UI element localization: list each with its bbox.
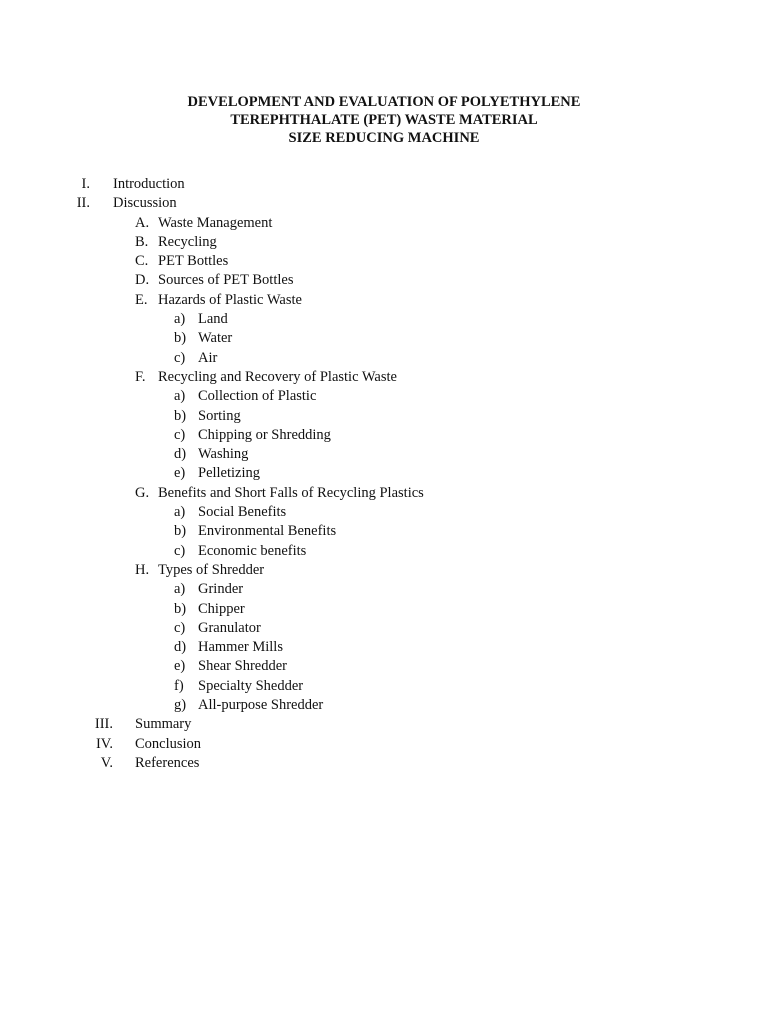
outline-item-number: H. [135, 561, 150, 578]
outline-item [0, 252, 768, 271]
outline-item [0, 503, 768, 522]
outline-item-number: d) [174, 639, 187, 656]
outline-item [0, 484, 768, 503]
outline-item-label: Conclusion [135, 735, 202, 752]
title-line-1: DEVELOPMENT AND EVALUATION OF POLYETHYLENE [187, 94, 581, 110]
outline-item-label: Sources of PET Bottles [158, 272, 294, 289]
outline-item-label: Recycling [158, 233, 217, 250]
outline-item-label: Summary [135, 716, 192, 733]
outline-item [0, 194, 768, 213]
outline-item-number: A. [135, 214, 150, 231]
outline-item [0, 214, 768, 233]
outline-item [0, 522, 768, 541]
outline-item [0, 445, 768, 464]
outline-item [0, 387, 768, 406]
outline-item-label: Recycling and Recovery of Plastic Waste [158, 368, 397, 385]
outline-item-label: Waste Management [158, 214, 273, 231]
outline-item-label: Grinder [198, 581, 244, 598]
outline-item-number: B. [135, 233, 149, 250]
outline-item-number: V. [100, 754, 113, 771]
outline-item-label: Air [198, 349, 218, 366]
outline-item-number: d) [174, 446, 187, 463]
outline-item-number: D. [135, 272, 150, 289]
outline-item [0, 310, 768, 329]
outline-item-number: e) [174, 465, 186, 482]
outline-item [0, 677, 768, 696]
outline-item-number: G. [135, 484, 150, 501]
outline-item-label: Land [198, 311, 228, 328]
outline-item-number: E. [135, 291, 148, 308]
outline-item-label: Discussion [113, 195, 177, 212]
outline-item-label: Types of Shredder [158, 561, 265, 578]
outline-item [0, 349, 768, 368]
outline-item-label: Specialty Shedder [198, 677, 304, 694]
outline-item-number: e) [174, 658, 186, 675]
outline-item-number: b) [174, 600, 187, 617]
outline-item [0, 464, 768, 483]
document-title [0, 93, 768, 147]
outline-item [0, 407, 768, 426]
outline-item [0, 754, 768, 773]
outline-item-label: Environmental Benefits [198, 523, 337, 540]
outline-item-number: g) [174, 697, 187, 714]
outline-item-number: a) [174, 388, 186, 405]
outline-item-label: Hammer Mills [198, 639, 283, 656]
outline-item-label: Pelletizing [198, 465, 261, 482]
outline-item-label: PET Bottles [158, 253, 229, 270]
outline-item [0, 233, 768, 252]
outline-item-label: Granulator [198, 619, 261, 636]
table-of-contents [0, 175, 768, 773]
outline-item-number: C. [135, 253, 149, 270]
outline-item-label: Hazards of Plastic Waste [158, 291, 302, 308]
outline-item-label: Washing [198, 446, 249, 463]
outline-item [0, 291, 768, 310]
outline-item [0, 696, 768, 715]
outline-item [0, 329, 768, 348]
outline-item-number: b) [174, 523, 187, 540]
outline-item [0, 600, 768, 619]
outline-item-label: Social Benefits [198, 504, 287, 521]
outline-item-number: c) [174, 542, 186, 559]
outline-item-label: Economic benefits [198, 542, 307, 559]
outline-item [0, 271, 768, 290]
outline-item-label: All-purpose Shredder [198, 697, 324, 714]
outline-item-number: f) [174, 677, 184, 694]
title-line-3: SIZE REDUCING MACHINE [288, 130, 480, 146]
outline-item-label: Benefits and Short Falls of Recycling Plastics [158, 484, 424, 501]
outline-item-number: a) [174, 581, 186, 598]
outline-item [0, 619, 768, 638]
outline-item-number: a) [174, 504, 186, 521]
outline-item-number: II. [76, 195, 90, 212]
outline-item-number: a) [174, 311, 186, 328]
outline-item [0, 657, 768, 676]
outline-item-label: References [135, 754, 200, 771]
outline-item-label: Collection of Plastic [198, 388, 317, 405]
outline-item-label: Sorting [198, 407, 241, 424]
outline-item-label: Introduction [113, 176, 185, 192]
outline-item-label: Shear Shredder [198, 658, 287, 675]
outline-item-number: IV. [95, 735, 113, 752]
outline-item-number: III. [94, 716, 113, 733]
outline-item [0, 580, 768, 599]
outline-item-number: b) [174, 330, 187, 347]
outline-item-label: Water [198, 330, 233, 347]
outline-item-label: Chipping or Shredding [198, 426, 331, 443]
title-line-2: TEREPHTHALATE (PET) WASTE MATERIAL [230, 112, 538, 128]
outline-item-number: I. [81, 176, 90, 192]
outline-item [0, 426, 768, 445]
outline-item-number: F. [135, 368, 146, 385]
outline-item [0, 638, 768, 657]
outline-item-label: Chipper [198, 600, 245, 617]
outline-item-number: c) [174, 619, 186, 636]
outline-item-number: c) [174, 349, 186, 366]
outline-item [0, 175, 768, 194]
outline-item [0, 561, 768, 580]
outline-item [0, 368, 768, 387]
outline-item-number: b) [174, 407, 187, 424]
outline-item [0, 542, 768, 561]
outline-item-number: c) [174, 426, 186, 443]
outline-item [0, 735, 768, 754]
outline-item [0, 715, 768, 734]
